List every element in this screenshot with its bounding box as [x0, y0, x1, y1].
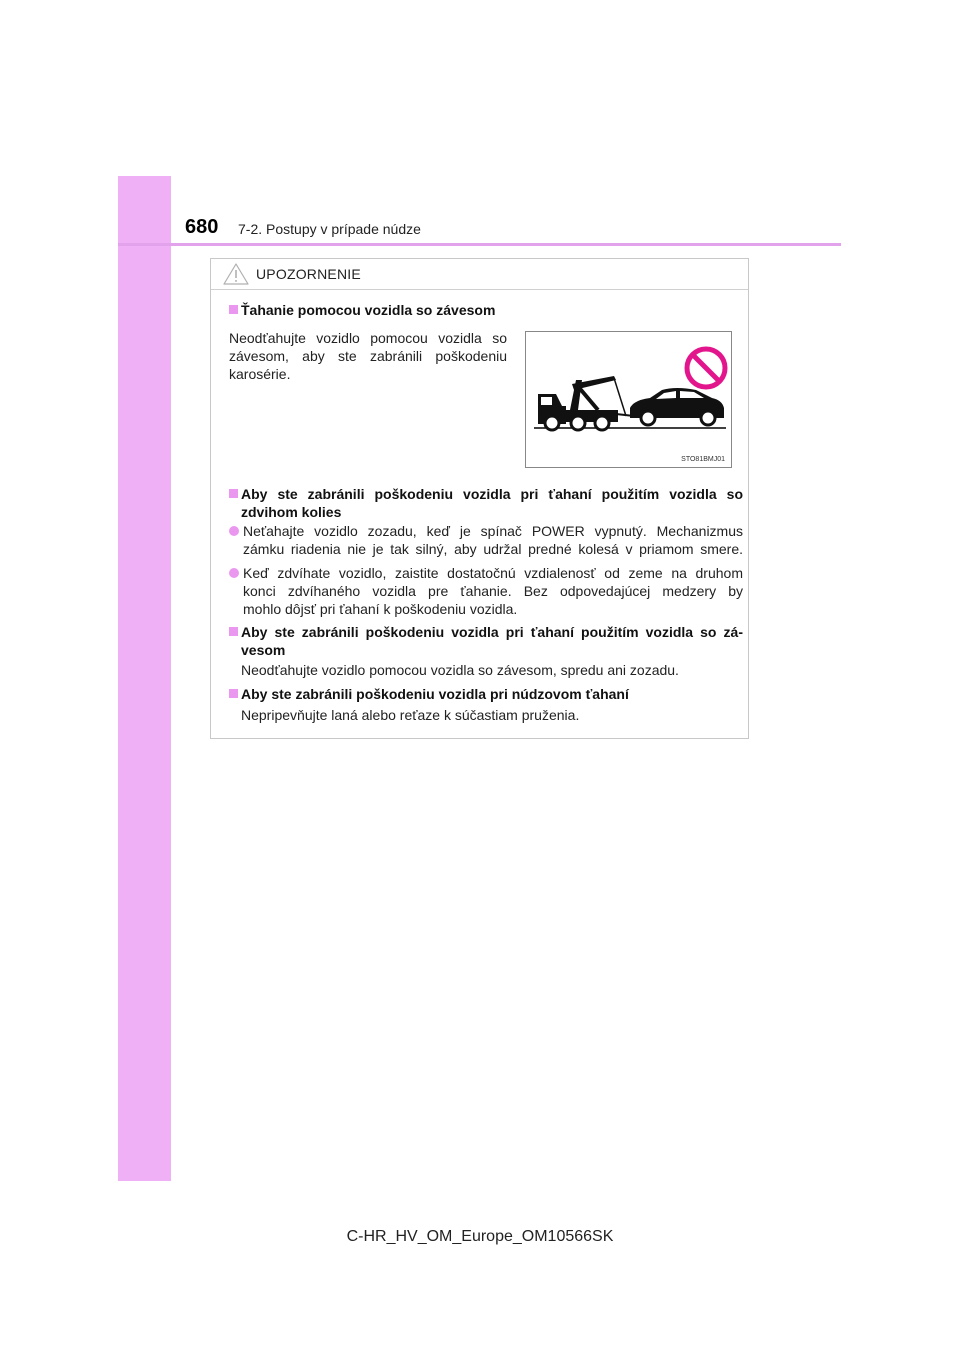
warning-title: UPOZORNENIE: [256, 266, 361, 282]
warning-header: [211, 259, 748, 290]
section-heading-sling-type: Aby ste zabránili poškodeniu vozidla pri ťahaní použitím vozidla so zá- vesom: [229, 623, 743, 659]
bullet-item: Neťahajte vozidlo zozadu, keď je spínač POWER vypnutý. Mechanizmus zámku riadenia nie je tak silný, aby udržal predné kolesá v priamom smere.: [229, 522, 743, 558]
warning-box: [210, 258, 749, 739]
page-number: 680: [185, 216, 219, 238]
round-bullet-icon: [229, 568, 239, 578]
round-bullet-icon: [229, 526, 239, 536]
header-rule: [118, 243, 841, 246]
section-title: 7-2. Postupy v prípade núdze: [238, 221, 421, 237]
document-code: C-HR_HV_OM_Europe_OM10566SK: [346, 1228, 614, 1245]
section-heading-tow-truck-sling: Ťahanie pomocou vozidla so závesom: [229, 301, 495, 319]
side-tab: [118, 176, 171, 1181]
square-bullet-icon: [229, 305, 238, 314]
square-bullet-icon: [229, 689, 238, 698]
section-heading-wheel-lift: Aby ste zabránili poškodeniu vozidla pri ťahaní použitím vozidla so zdvihom kolies: [229, 485, 743, 521]
square-bullet-icon: [229, 627, 238, 636]
figure-code: STO81BMJ01: [681, 456, 725, 463]
square-bullet-icon: [229, 489, 238, 498]
tow-truck-illustration: [525, 331, 732, 468]
section3-body: Neodťahujte vozidlo pomocou vozidla so závesom, spredu ani zozadu.: [241, 662, 679, 678]
section1-body: Neodťahujte vozidlo pomocou vozidla so závesom, aby ste zabránili poškodeniu karosérie.: [229, 330, 507, 382]
section-heading-emergency-towing: Aby ste zabránili poškodeniu vozidla pri núdzovom ťahaní: [229, 685, 629, 703]
warning-triangle-icon: [223, 263, 249, 285]
bullet-item: Keď zdvíhate vozidlo, zaistite dostatočnú vzdialenosť od zeme na druhom konci zdvíhaného vozidla pre ťahanie. Bez odpovedajúcej medzery by mohlo dôjsť pri ťahaní k poškodeniu vozidla.: [229, 564, 743, 618]
tow-illustration-graphic: [526, 332, 731, 467]
section4-body: Nepripevňujte laná alebo reťaze k súčastiam pruženia.: [241, 707, 580, 723]
